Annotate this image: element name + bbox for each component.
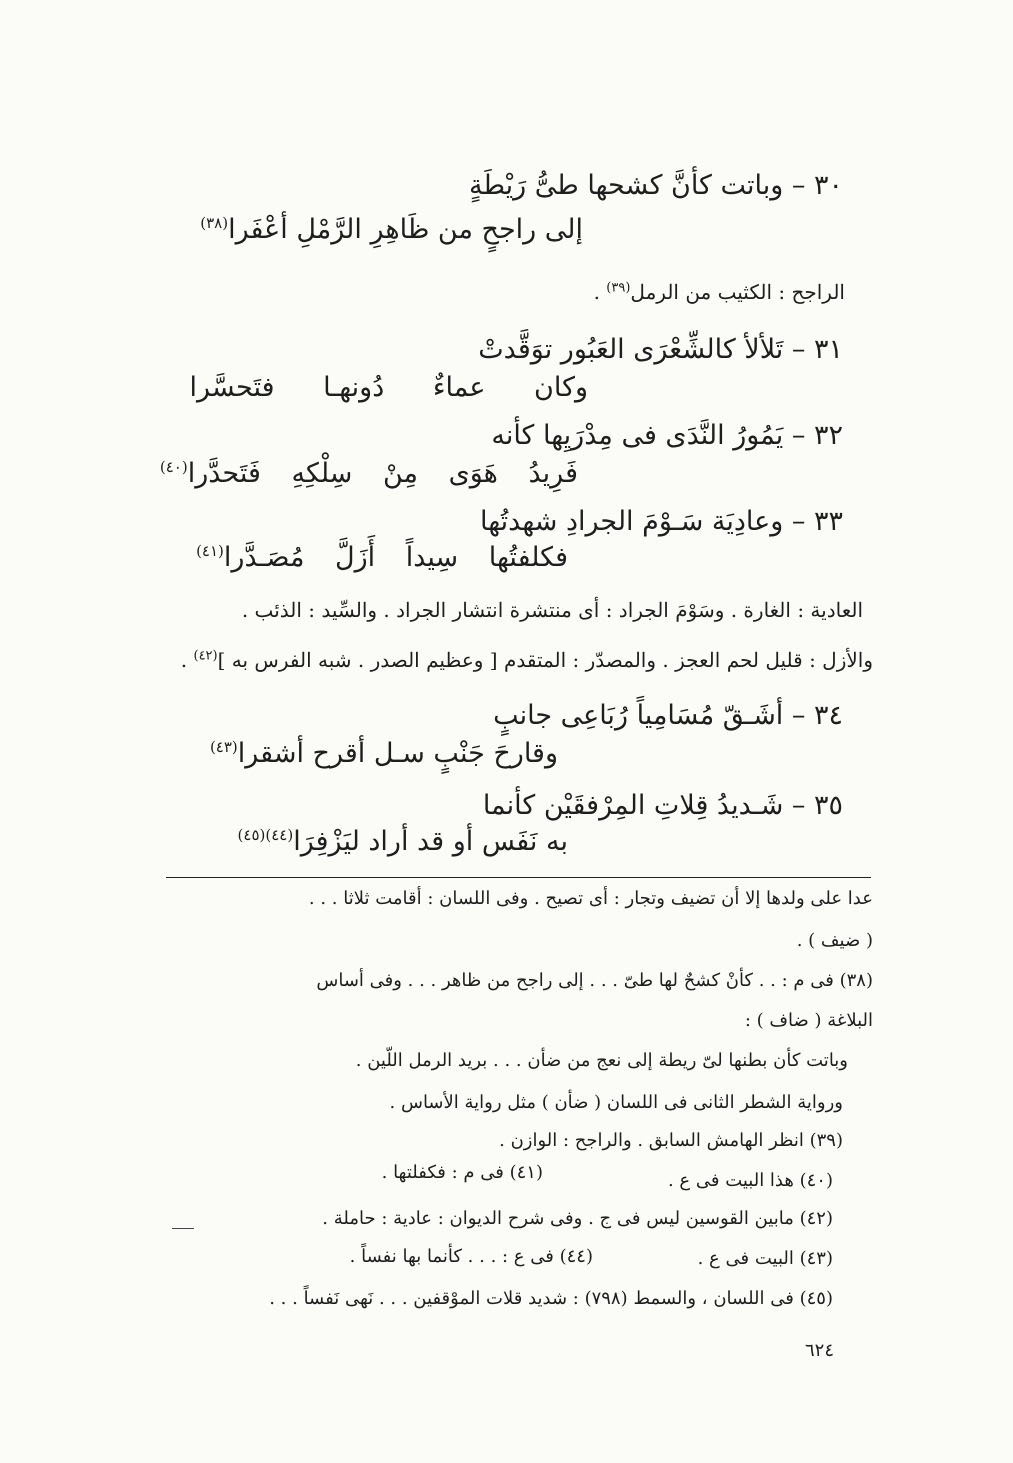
- footnote-40: (٤٠) هذا البيت فى ع .: [667, 1170, 833, 1191]
- verse-30-second-text: إلى راجحٍ من ظَاهِرِ الرَّمْلِ أعْفَرا: [228, 214, 583, 245]
- verse-32-second: [160, 458, 578, 489]
- verse-33-first: ٣٣ – وعادِيَة سَـوْمَ الجرادِ شهدتُها: [479, 506, 843, 537]
- verse-31-first: ٣١ – تَلألأ كالشِّعْرَى العَبُور توَقَّدتْ: [478, 334, 843, 365]
- gloss-azal-tail: .: [180, 648, 188, 672]
- footnote-39: (٣٩) انظر الهامش السابق . والراجح : الوازن .: [499, 1130, 843, 1151]
- verse-30-second: [200, 214, 583, 245]
- verse-35-second: [238, 826, 568, 857]
- verse-32-first: ٣٢ – يَمُورُ النَّدَى فى مِدْرَيِها كأنه: [491, 420, 843, 451]
- page-number: ٦٢٤: [805, 1340, 835, 1361]
- footnote-ref-44: (٤٤): [265, 826, 294, 844]
- footnote-41: (٤١) فى م : فكفلتها .: [381, 1162, 543, 1183]
- gloss-azal: [181, 648, 873, 672]
- footnote-45: (٤٥) فى اللسان ، والسمط (٧٩٨) : شديد قلات الموْقفين . . . نَهى نَفساً . . .: [269, 1288, 833, 1309]
- footnote-43: (٤٣) البيت فى ع .: [697, 1248, 833, 1269]
- footnote-44: (٤٤) فى ع : . . . كأنما بها نفساً .: [349, 1246, 593, 1267]
- gloss-rajih-text: الراجح : الكثيب من الرمل: [630, 280, 845, 304]
- footnote-continuation-1: عدا على ولدها إلا أن تضيف وتجار : أى تصيح . وفى اللسان : أقامت ثلاثا . . .: [308, 888, 873, 909]
- gloss-rajih-tail: .: [593, 280, 600, 304]
- verse-35-second-text: به نَفَس أو قد أراد ليَزْفِرَا: [293, 826, 568, 857]
- footnote-38-line-3: وباتت كأن بطنها لىّ ريطة إلى نعج من ضأن . . . بريد الرمل اللّين .: [355, 1050, 848, 1071]
- gloss-azal-text: والأزل : قليل لحم العجز . والمصدّر : المتقدم [ وعظيم الصدر . شبه الفرس به ]: [217, 648, 873, 672]
- verse-35-first: ٣٥ – شَـديدُ قِلاتِ المِرْفقَيْن كأنما: [482, 790, 843, 821]
- stray-dash-mark: [172, 1228, 194, 1229]
- gloss-rajih: [594, 280, 845, 304]
- verse-33-second-text: فكلفتُها سِيداً أَزَلَّ مُصَـدَّرا: [223, 542, 568, 573]
- footnote-38-line-4: ورواية الشطر الثانى فى اللسان ( ضأن ) مثل رواية الأساس .: [389, 1092, 843, 1113]
- footnote-continuation-2: ( ضيف ) .: [796, 930, 873, 951]
- footnote-ref-39: (٣٩): [606, 280, 631, 296]
- verse-31-second: وكان عماءٌ دُونهـا فتَحسَّرا: [189, 372, 588, 403]
- footnote-38-line-1: (٣٨) فى م : . . كأنْ كشحٌ لها طىّ . . . إلى راجح من ظاهر . . . وفى أساس: [316, 970, 873, 991]
- verse-32-second-text: فَرِيدُ هَوَى مِنْ سِلْكِهِ فَتَحدَّرا: [187, 458, 578, 489]
- verse-34-second-text: وقارحَ جَنْبٍ سـل أقرح أشقرا: [237, 738, 558, 769]
- verse-34-first: ٣٤ – أشَـقّ مُسَامِياً رُبَاعِى جانبٍ: [493, 700, 843, 731]
- footnote-separator: [166, 877, 871, 878]
- footnote-ref-41: (٤١): [196, 542, 224, 560]
- footnote-ref-38: (٣٨): [200, 214, 229, 232]
- verse-30-first: ٣٠ – وباتت كأنَّ كشحها طىُّ رَيْطَةٍ: [469, 170, 843, 201]
- footnote-ref-45: (٤٥): [237, 826, 266, 844]
- footnote-ref-40: (٤٠): [159, 458, 188, 476]
- footnote-ref-43: (٤٣): [209, 738, 238, 756]
- footnote-38-line-2: البلاغة ( ضاف ) :: [744, 1010, 873, 1031]
- footnote-ref-42: (٤٢): [193, 648, 218, 664]
- verse-34-second: [210, 738, 558, 769]
- footnote-42: (٤٢) مابين القوسين ليس فى ج . وفى شرح الديوان : عادية : حاملة .: [322, 1208, 833, 1229]
- gloss-adiya: العادية : الغارة . وسَوْمَ الجراد : أى منتشرة انتشار الجراد . والسِّيد : الذئب .: [241, 598, 863, 622]
- verse-33-second: [196, 542, 568, 573]
